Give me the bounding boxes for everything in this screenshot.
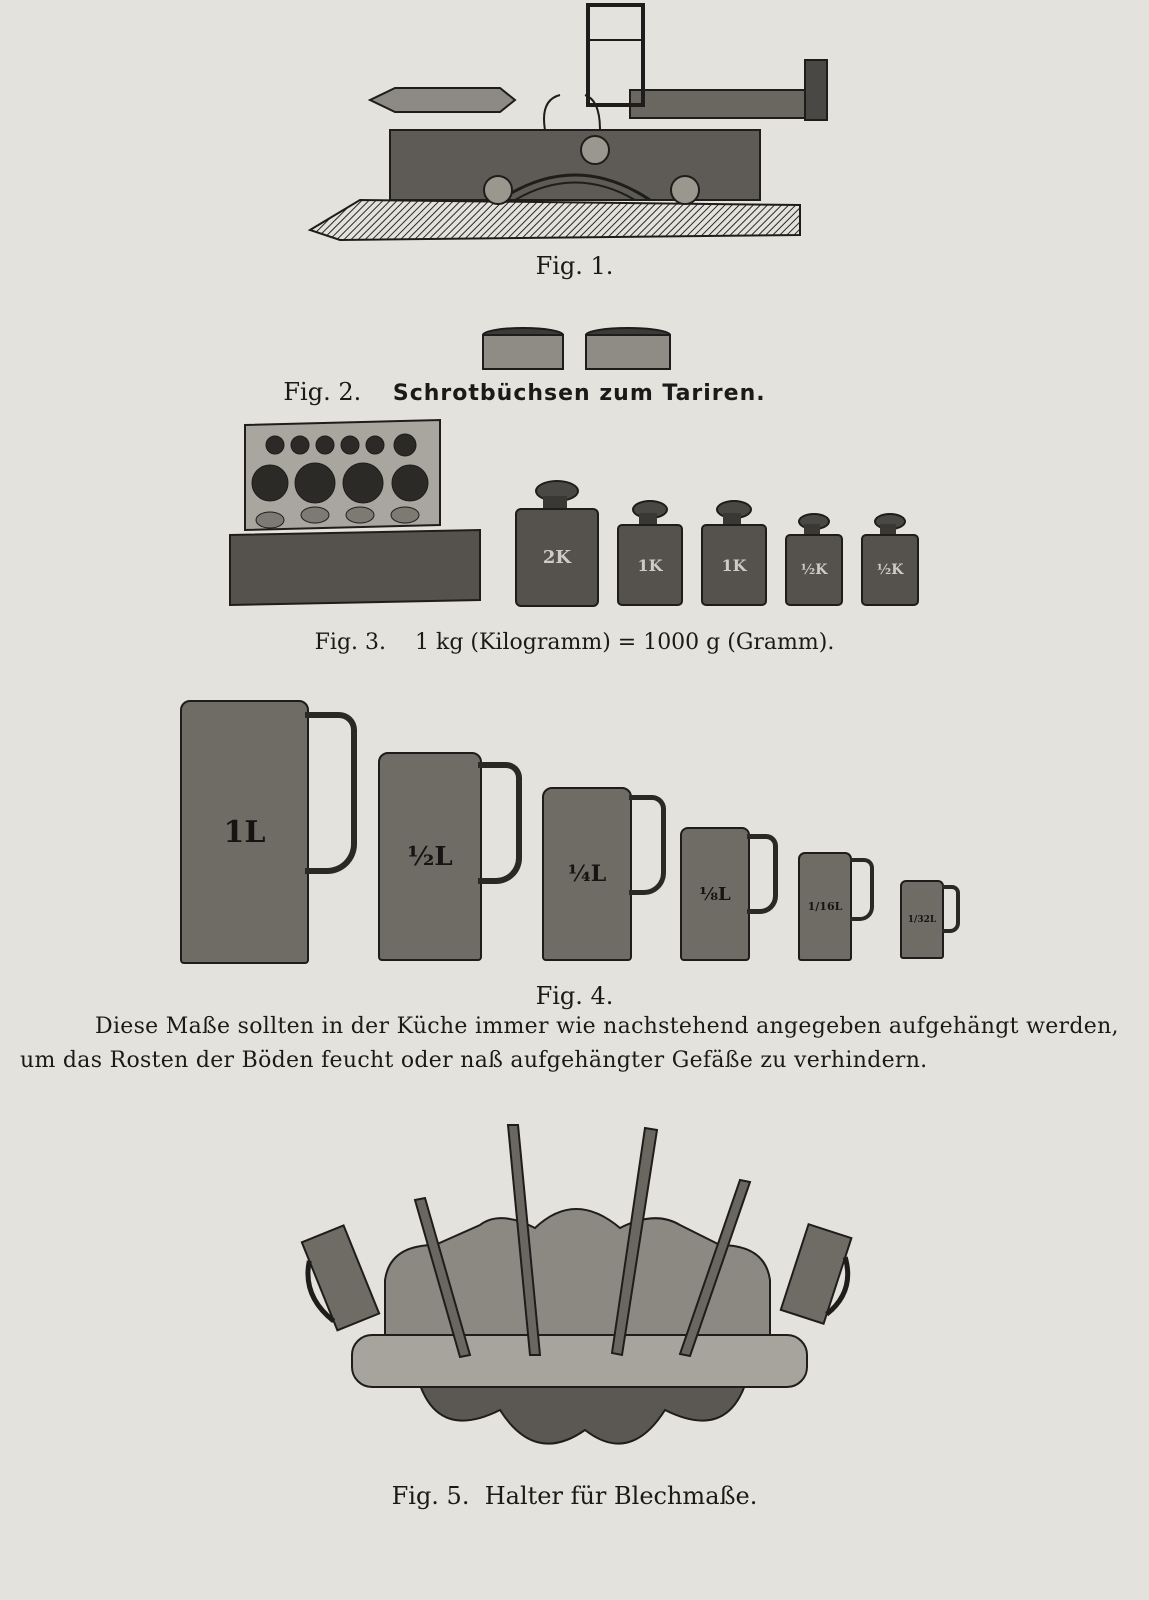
fig2-title: Schrotbüchsen zum Tariren.	[392, 381, 766, 406]
measure-1l-label: 1L	[223, 814, 266, 850]
fig5-holder-illustration	[300, 1120, 860, 1470]
fig5-caption: Fig. 5. Halter für Blechmaße.	[391, 1482, 758, 1510]
measure-sixteenth-l-label: 1/16L	[807, 900, 843, 913]
fig3-caption	[0, 630, 1149, 655]
measure-thirtysecond-l-label: 1/32L	[907, 914, 937, 925]
weight-1k-b-label: 1K	[721, 555, 747, 575]
measure-quarter-l-label: ¼L	[567, 861, 607, 887]
paragraph-line-2: um das Rosten der Böden feucht oder naß aufgehängter Gefäße zu verhindern.	[20, 1048, 928, 1073]
measure-thirtysecond-l	[900, 880, 944, 959]
measure-eighth-l-label: ⅛L	[699, 883, 731, 905]
measure-1l	[180, 700, 309, 964]
fig4-caption: Fig. 4.	[535, 982, 614, 1010]
fig2-caption	[0, 378, 1149, 406]
measure-sixteenth-l	[798, 852, 852, 961]
weight-half-k-a	[785, 513, 839, 605]
weight-1k-b	[701, 500, 763, 605]
weight-2k-label: 2K	[542, 547, 572, 568]
fig3-weights-box-illustration	[215, 415, 490, 610]
weight-half-k-b	[861, 513, 915, 605]
fig3-text: 1 kg (Kilogramm) = 1000 g (Gramm).	[415, 630, 835, 655]
weight-1k-a-label: 1K	[637, 555, 663, 575]
fig3-weights-row	[515, 475, 935, 605]
measure-eighth-l	[680, 827, 750, 961]
weight-2k	[515, 480, 595, 605]
weight-half-k-a-label: ½K	[800, 562, 828, 578]
measure-half-l-label: ½L	[407, 841, 453, 872]
paragraph-line-1: Diese Maße sollten in der Küche immer wie nachstehend angegeben aufgehängt werden,	[95, 1014, 1119, 1039]
fig4-measures-row	[180, 695, 980, 965]
fig2-label: Fig. 2.	[283, 378, 362, 406]
fig1-caption: Fig. 1.	[535, 252, 614, 280]
weight-half-k-b-label: ½K	[876, 562, 904, 578]
weight-1k-a	[617, 500, 679, 605]
measure-quarter-l	[542, 787, 632, 961]
measure-half-l	[378, 752, 482, 961]
fig1-scale-illustration	[300, 0, 840, 245]
fig3-label: Fig. 3.	[314, 630, 387, 655]
fig2-shot-cans-illustration	[480, 325, 680, 375]
